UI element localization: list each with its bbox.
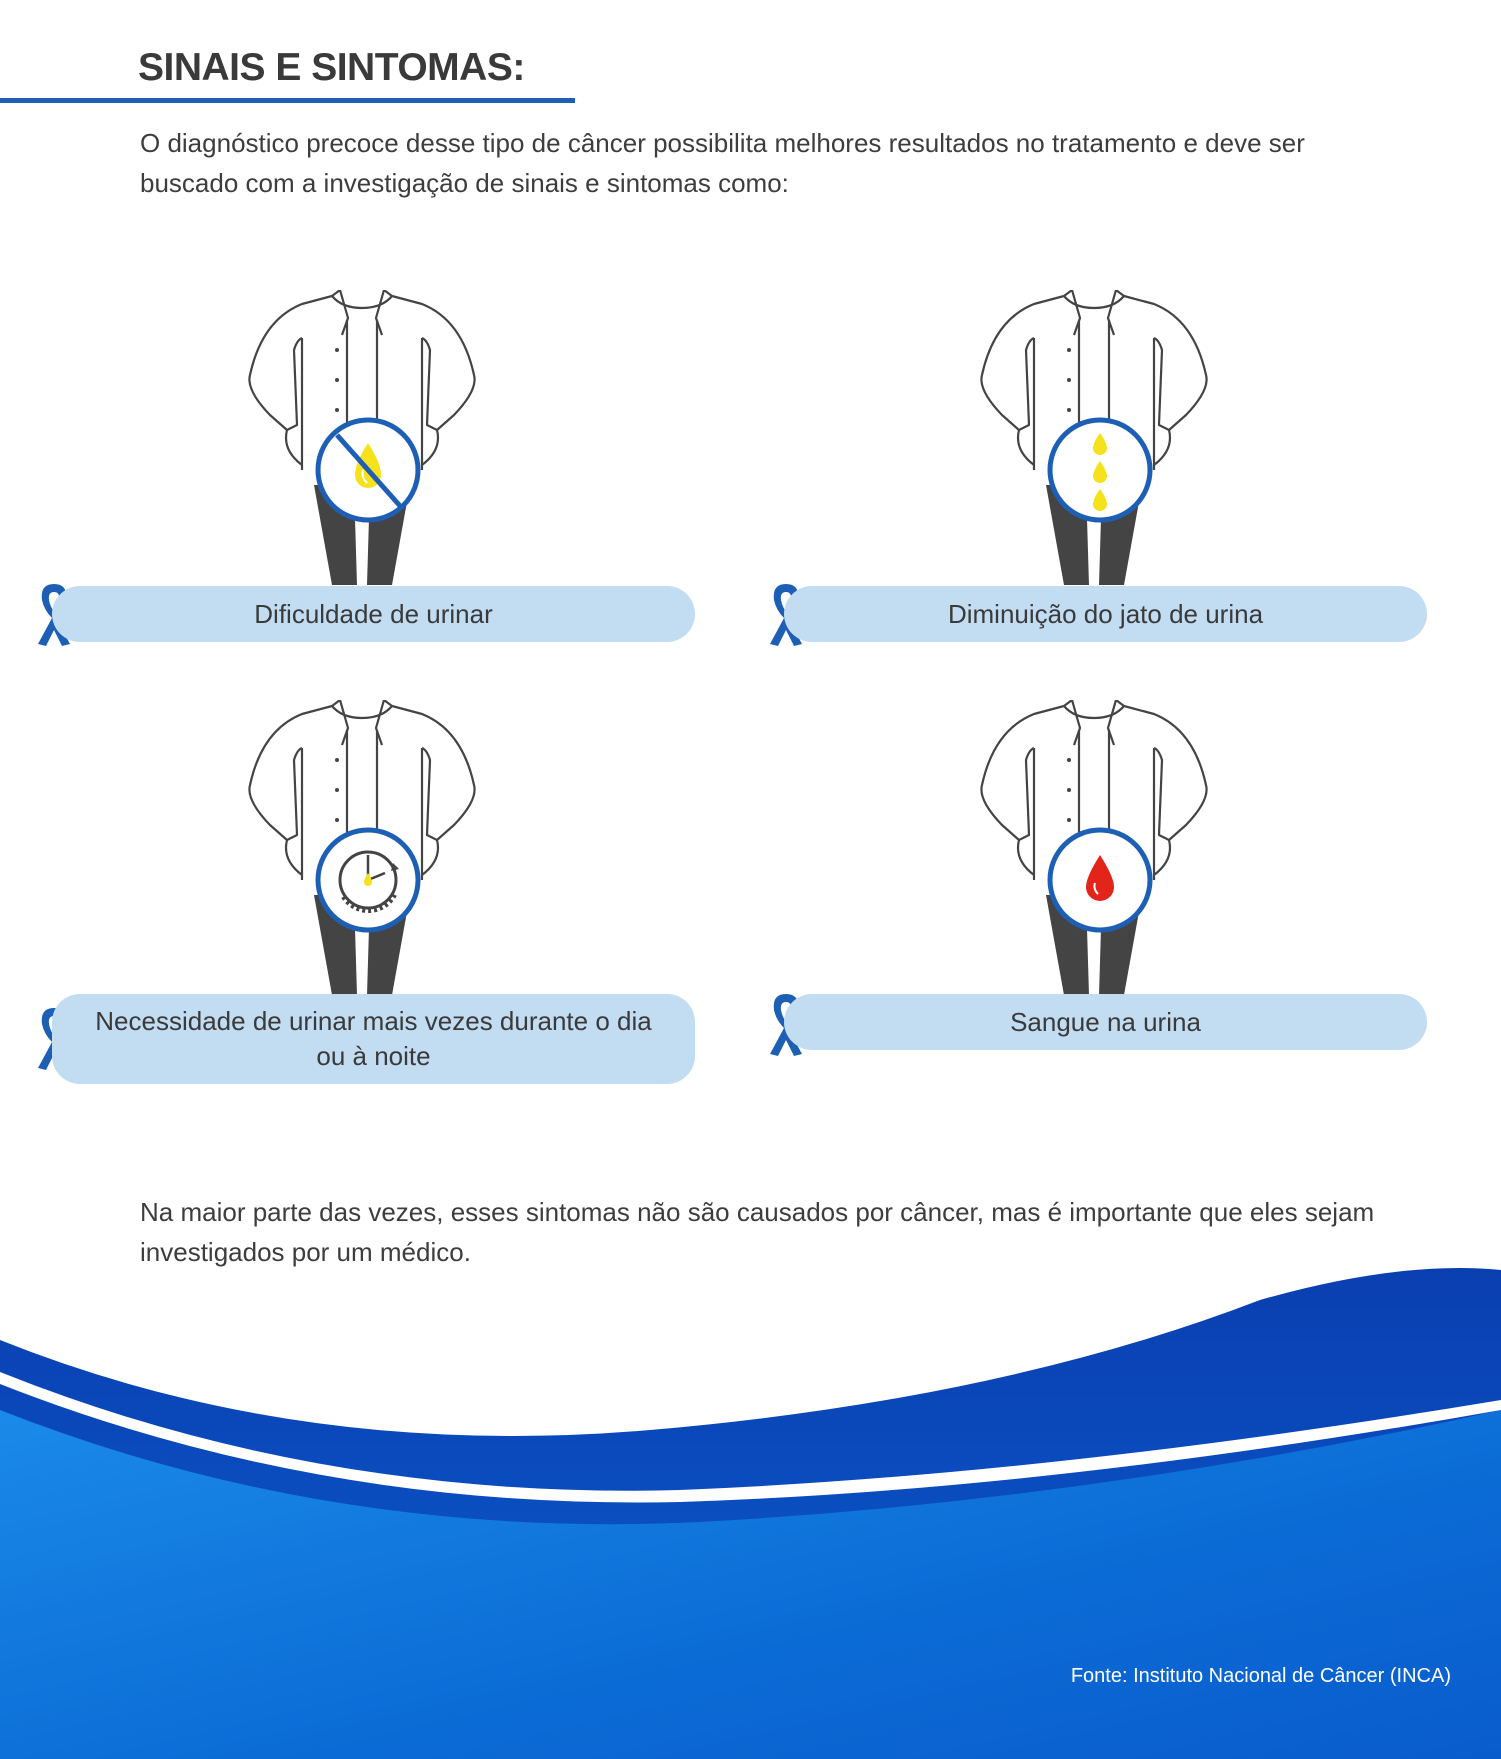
symptom-card-difficulty <box>32 290 732 690</box>
intro-paragraph: O diagnóstico precoce desse tipo de câncer possibilita melhores resultados no tratamento e deve ser buscado com a investigação de sinais e sintomas como: <box>140 128 1305 198</box>
crossed-drop-icon <box>313 415 423 525</box>
drops-icon <box>1045 415 1155 525</box>
symptom-label: Necessidade de urinar mais vezes durante o dia ou à noite <box>52 994 695 1084</box>
page-title: SINAIS E SINTOMAS: <box>138 46 525 89</box>
closing-paragraph: Na maior parte das vezes, esses sintomas não são causados por câncer, mas é importante que eles sejam investigados por um médico. <box>140 1197 1375 1267</box>
symptom-label: Sangue na urina <box>784 994 1427 1050</box>
symptom-label: Dificuldade de urinar <box>52 586 695 642</box>
clock-icon <box>313 825 423 935</box>
title-underline <box>0 98 575 103</box>
symptom-label: Diminuição do jato de urina <box>784 586 1427 642</box>
symptom-card-blood <box>764 700 1464 1100</box>
source-credit: Fonte: Instituto Nacional de Câncer (INCA) <box>1070 1665 1451 1687</box>
symptom-card-weak-stream <box>764 290 1464 690</box>
symptom-card-frequency <box>32 700 732 1100</box>
blood-drop-icon <box>1045 825 1155 935</box>
